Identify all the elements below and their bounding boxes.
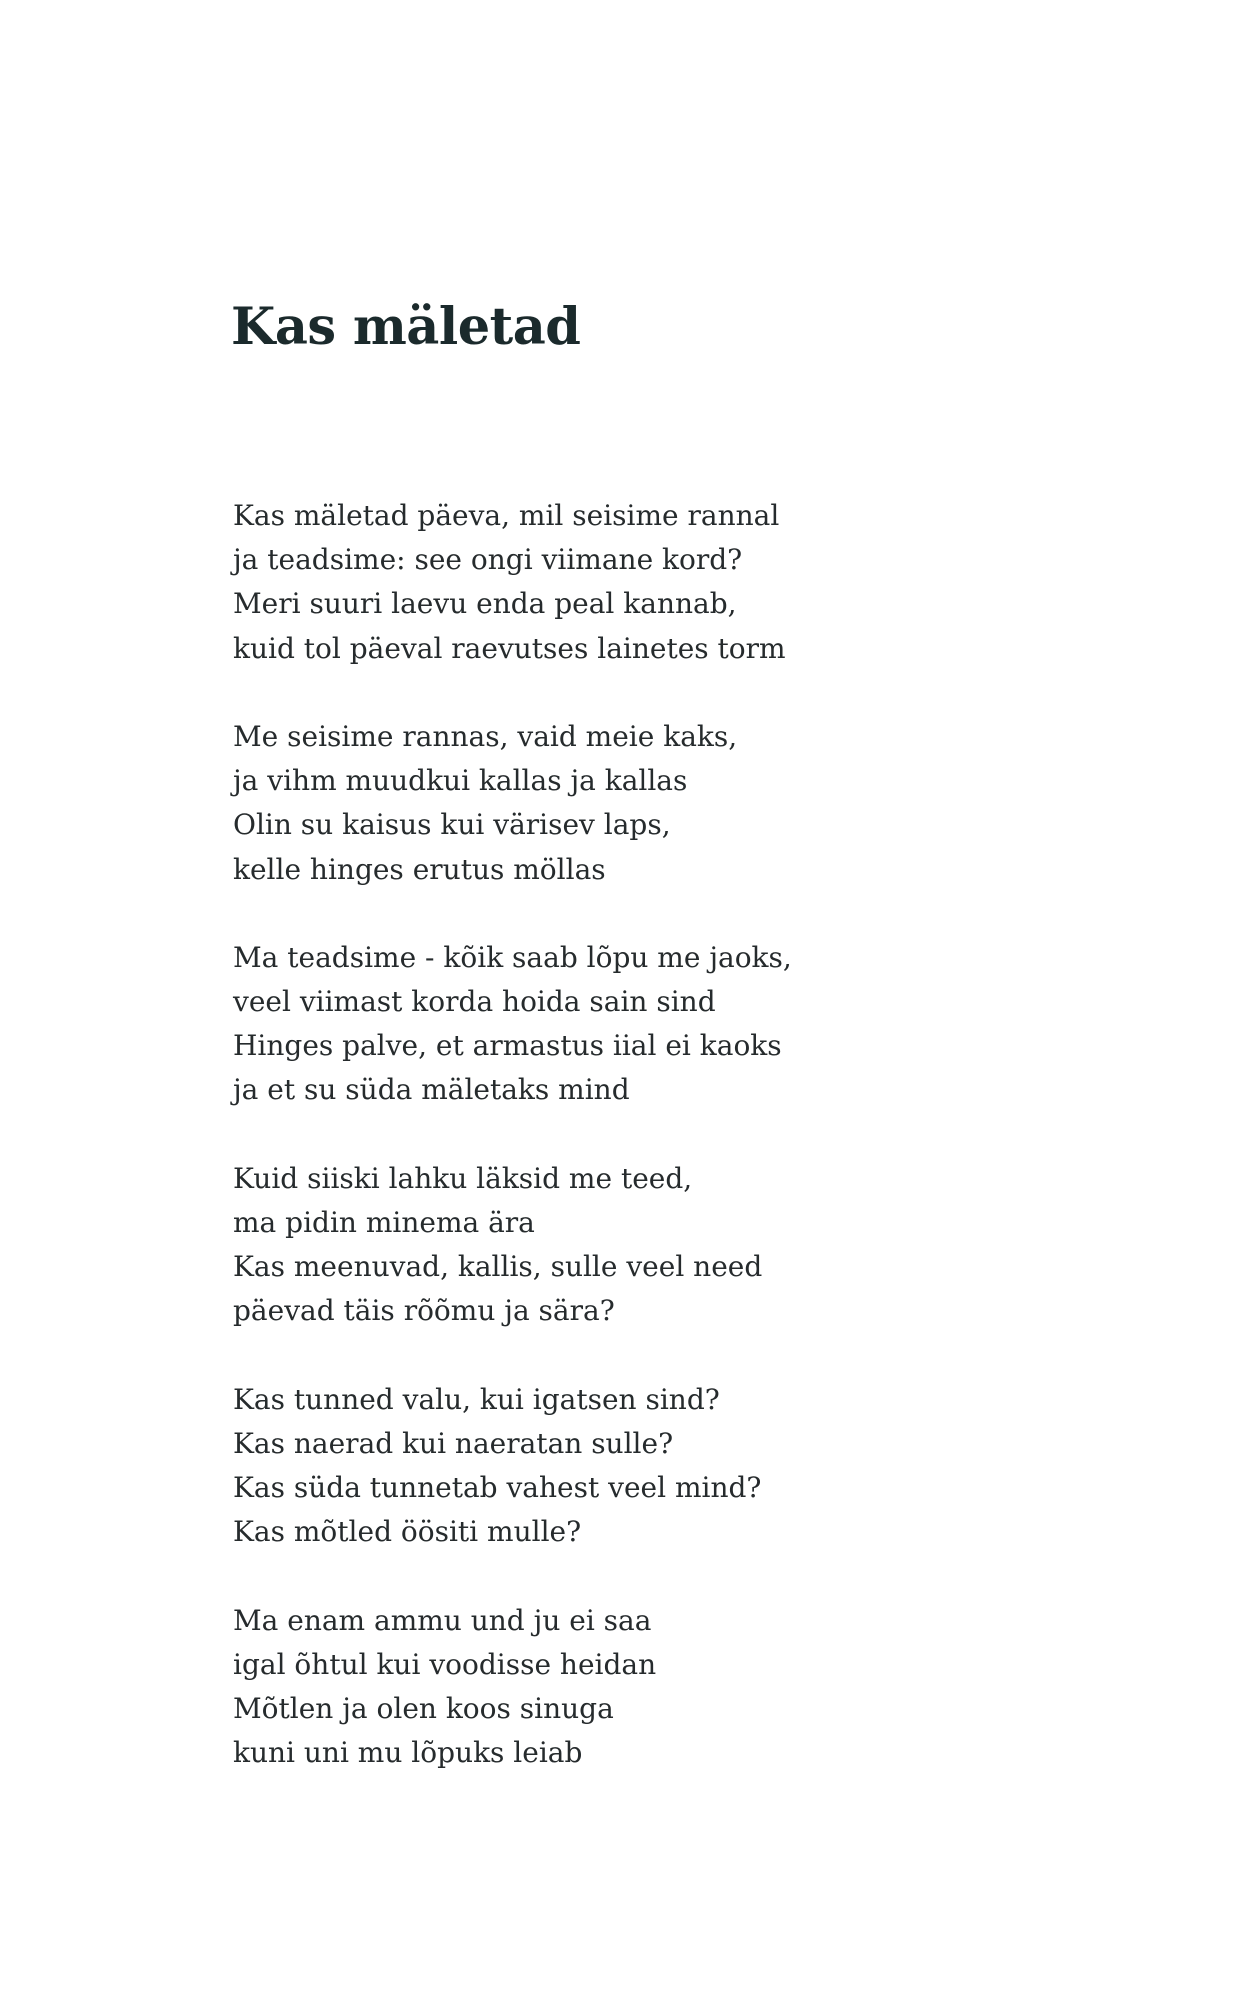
- stanza-3: [233, 936, 792, 1113]
- poem-title: Kas mäletad: [231, 297, 581, 357]
- poem-line: ma pidin minema ära: [233, 1206, 535, 1239]
- poem-line: veel viimast korda hoida sain sind: [233, 985, 716, 1019]
- poem-line: Meri suuri laevu enda peal kannab,: [233, 587, 737, 621]
- poem-line: Mõtlen ja olen koos sinuga: [233, 1692, 614, 1726]
- poem-line: Kas mäletad päeva, mil seisime rannal: [233, 499, 780, 532]
- poem-line: kuid tol päeval raevutses lainetes torm: [233, 631, 786, 665]
- poem-body: [233, 494, 792, 1820]
- poem-line: kuni uni mu lõpuks leiab: [233, 1736, 583, 1770]
- poem-line: ja teadsime: see ongi viimane kord?: [233, 543, 743, 577]
- stanza-5: [233, 1378, 792, 1555]
- poem-line: Kas süda tunnetab vahest veel mind?: [233, 1471, 762, 1505]
- stanza-2: [233, 715, 792, 892]
- poem-line: päevad täis rõõmu ja sära?: [233, 1294, 615, 1328]
- poem-line: Ma enam ammu und ju ei saa: [233, 1603, 652, 1637]
- poem-line: Ma teadsime - kõik saab lõpu me jaoks,: [233, 940, 792, 974]
- stanza-1: [233, 494, 792, 671]
- poem-line: igal õhtul kui voodisse heidan: [233, 1647, 657, 1681]
- stanza-4: [233, 1157, 792, 1334]
- poem-line: ja et su süda mäletaks mind: [233, 1073, 630, 1107]
- poem-line: kelle hinges erutus möllas: [233, 852, 606, 886]
- poem-line: Hinges palve, et armastus iial ei kaoks: [233, 1029, 782, 1063]
- poem-line: ja vihm muudkui kallas ja kallas: [233, 764, 688, 798]
- stanza-6: [233, 1599, 792, 1776]
- poem-line: Kas meenuvad, kallis, sulle veel need: [233, 1250, 763, 1284]
- poem-line: Kas tunned valu, kui igatsen sind?: [233, 1382, 720, 1416]
- poem-line: Olin su kaisus kui värisev laps,: [233, 808, 671, 842]
- poem-line: Kuid siiski lahku läksid me teed,: [233, 1161, 693, 1195]
- poem-line: Me seisime rannas, vaid meie kaks,: [233, 719, 738, 753]
- poem-line: Kas naerad kui naeratan sulle?: [233, 1426, 674, 1460]
- poem-line: Kas mõtled öösiti mulle?: [233, 1515, 582, 1549]
